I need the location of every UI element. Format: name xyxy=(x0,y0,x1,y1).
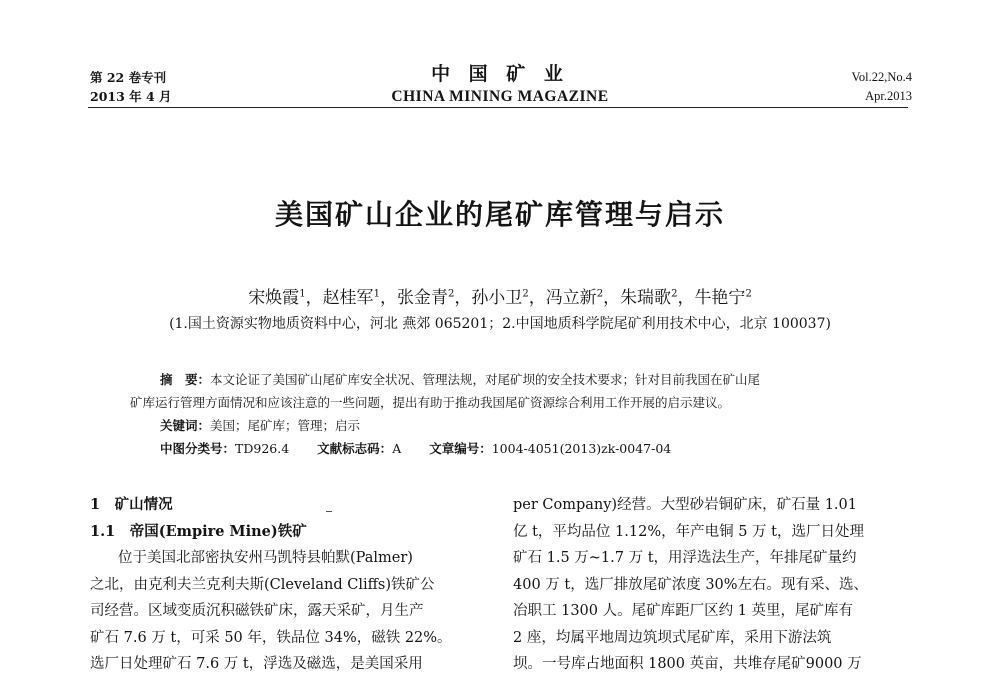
section-heading: 1 矿山情况 xyxy=(90,496,173,513)
issue-date-en: Apr.2013 xyxy=(865,89,912,103)
body-line: 400 万 t，选厂排放尾矿浓度 30%左右。现有采、选、 xyxy=(513,576,869,593)
author: 张金青$^2$ xyxy=(396,288,455,308)
abstract-text: 本文论证了美国矿山尾矿库安全状况、管理法规，对尾矿坝的安全技术要求；针对目前我国在矿山尾 xyxy=(210,372,761,387)
article-id: 1004-4051(2013)zk-0047-04 xyxy=(491,441,672,456)
subsection-heading: 1.1 帝国(Empire Mine)铁矿 xyxy=(90,522,307,540)
body-line: 2 座，均属平地周边筑坝式尾矿库，采用下游法筑 xyxy=(513,629,832,646)
body-line: 冶职工 1300 人。尾矿库距厂区约 1 英里，尾矿库有 xyxy=(513,603,854,619)
volume-number-en: Vol.22,No.4 xyxy=(851,70,912,84)
body-line: 选厂日处理矿石 7.6 万 t，浮选及磁选，是美国采用 xyxy=(90,656,423,672)
body-line: per Company)经营。大型砂岩铜矿床，矿石量 1.01 xyxy=(513,497,857,513)
doc-code-label: 文献标志码： xyxy=(317,441,393,456)
classification-line xyxy=(160,437,900,460)
abstract-line xyxy=(130,391,870,414)
journal-name-en: CHINA MINING MAGAZINE xyxy=(391,88,609,105)
body-column-left xyxy=(90,492,490,678)
journal-name-cn: 中 国 矿 业 xyxy=(431,63,569,85)
body-line: 亿 t，平均品位 1.12%，年产电铜 5 万 t，选厂日处理 xyxy=(513,523,864,540)
author: 赵桂军$^1$ xyxy=(322,288,380,308)
abstract-line xyxy=(160,368,900,391)
body-line: 矿石 7.6 万 t，可采 50 年，铁品位 34%，磁铁 22%。 xyxy=(90,629,452,646)
body-line: 之北，由克利夫兰克利夫斯(Cleveland Cliffs)铁矿公 xyxy=(90,576,435,593)
author-list: 宋焕霞$^1$，赵桂军$^1$，张金青$^2$，孙小卫$^2$，冯立新$^2$，朱瑞歌$^2$，牛艳宁$^2$ xyxy=(248,288,752,308)
abstract-label: 摘 要： xyxy=(160,372,211,387)
header-rule xyxy=(88,107,908,108)
keywords: 美国；尾矿库；管理；启示 xyxy=(210,418,361,433)
article-id-label: 文章编号： xyxy=(429,441,492,456)
abstract-text: 矿库运行管理方面情况和应该注意的一些问题，提出有助于推动我国尾矿资源综合利用工作开展的启示建议。 xyxy=(130,395,731,410)
journal-volume-en xyxy=(851,68,912,106)
doc-code: A xyxy=(392,441,402,456)
issue-date: 2013 年 4 月 xyxy=(90,89,172,104)
body-line: 矿石 1.5 万~1.7 万 t，用浮选法生产，年排尾矿量约 xyxy=(513,550,857,566)
keywords-line xyxy=(160,414,900,437)
author: 宋焕霞$^1$ xyxy=(248,288,306,308)
keywords-label: 关键词： xyxy=(160,418,211,433)
author: 朱瑞歌$^2$ xyxy=(620,288,678,308)
author-affiliation: (1.国土资源实物地质资料中心，河北 燕郊 065201；2.中国地质科学院尾矿利用技术中心，北京 100037) xyxy=(169,316,831,332)
body-line: 位于美国北部密执安州马凯特县帕默(Palmer) xyxy=(118,550,413,566)
journal-volume-info xyxy=(90,68,172,106)
body-line: 坝。一号库占地面积 1800 英亩，共堆存尾矿9000 万 xyxy=(513,656,862,672)
journal-name xyxy=(370,62,630,108)
body-line: 司经营。区域变质沉积磁铁矿床，露天采矿，月生产 xyxy=(90,603,424,619)
body-column-right xyxy=(513,492,913,678)
author: 孙小卫$^2$ xyxy=(471,288,529,308)
clc-number: TD926.4 xyxy=(235,441,290,456)
author: 牛艳宁$^2$ xyxy=(694,288,752,308)
article-title: 美国矿山企业的尾矿库管理与启示 xyxy=(274,198,725,231)
clc-label: 中图分类号： xyxy=(160,441,236,456)
volume-issue: 第 22 卷专刊 xyxy=(90,70,167,85)
author: 冯立新$^2$ xyxy=(545,288,604,308)
